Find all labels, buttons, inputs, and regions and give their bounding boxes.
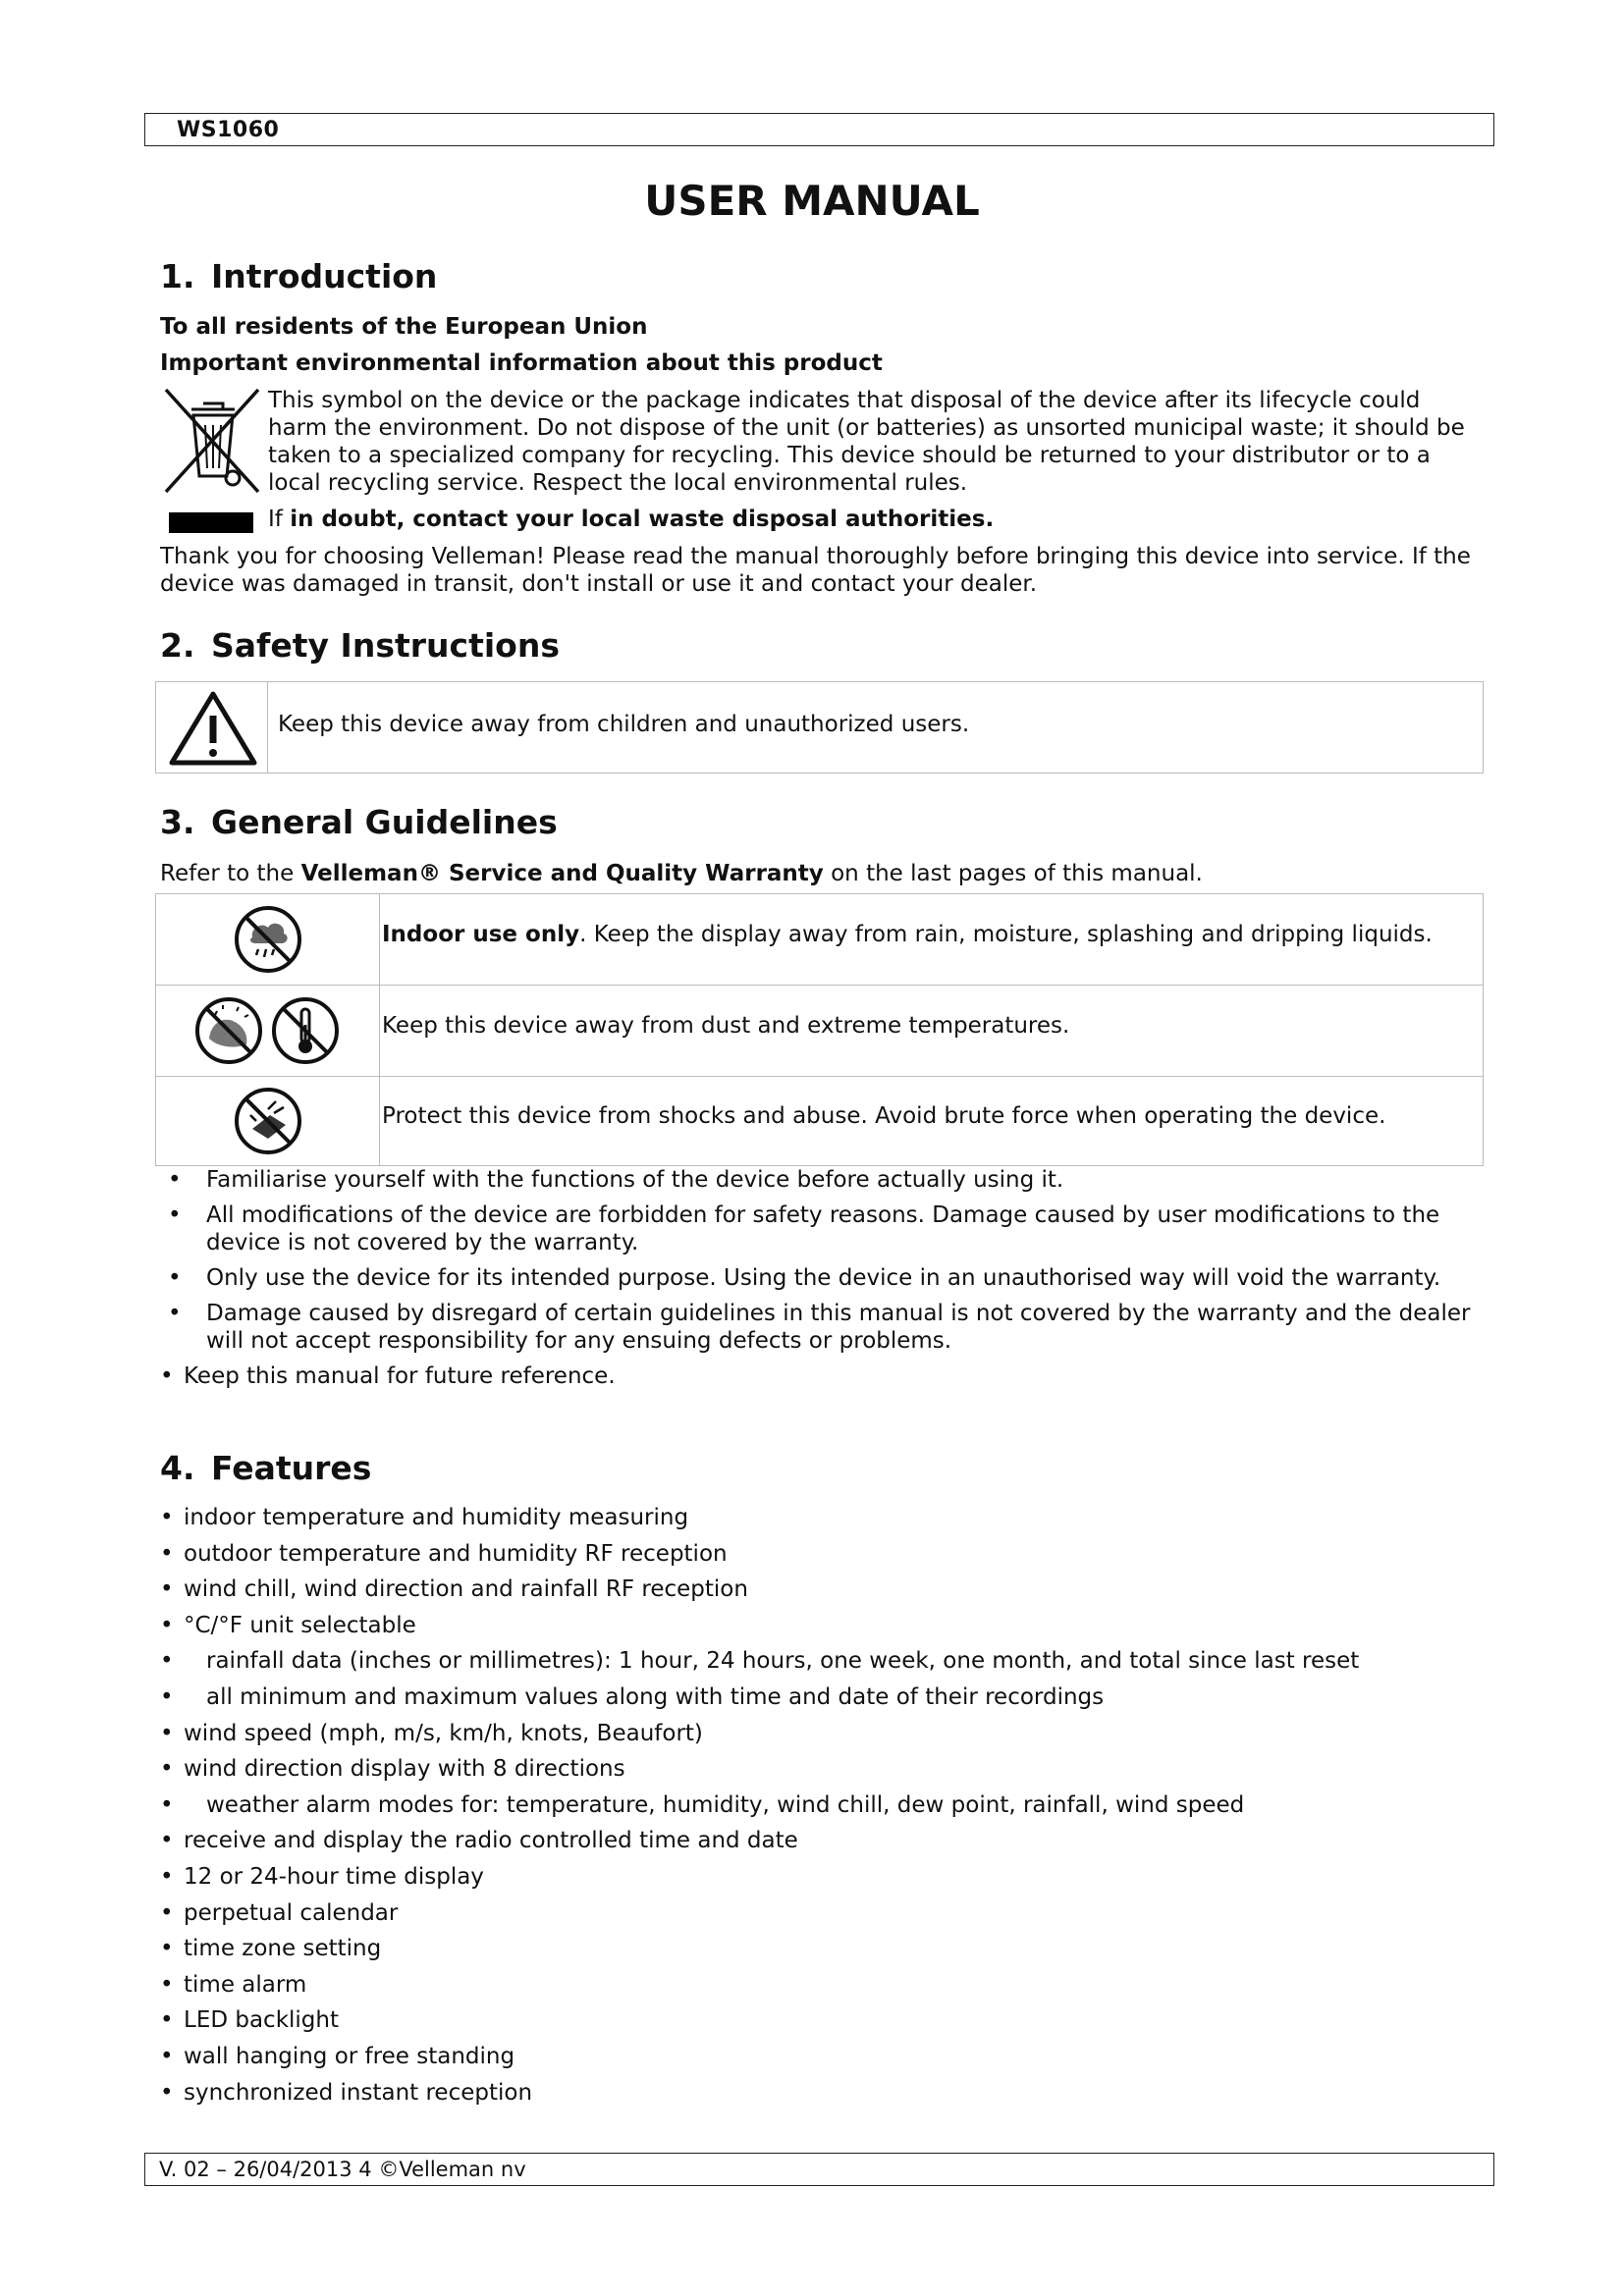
safety-warning-box [155,681,1484,774]
row-divider [379,894,380,985]
feature-item [160,1827,1481,1863]
row-divider [379,1076,380,1165]
warning-triangle-icon [168,690,258,767]
feature-item [160,1575,1481,1612]
feature-text: wind speed (mph, m/s, km/h, knots, Beaufort) [184,1720,703,1746]
warranty-reference [160,860,1203,887]
section-title: General Guidelines [211,803,558,841]
features-list [160,1504,1481,2114]
bullet-glyph: • [160,1936,174,1962]
guideline-body: . Keep the display away from rain, moisture, splashing and dripping liquids. [579,922,1433,947]
list-item [160,1362,1481,1390]
feature-text: wind direction display with 8 directions [184,1756,625,1783]
guideline-bold: Indoor use only [382,922,580,947]
bullet-glyph: • [160,1899,174,1926]
bullet-glyph: • [160,1576,174,1603]
feature-text: indoor temperature and humidity measuring [184,1505,689,1530]
bullet-glyph: • [160,1363,174,1389]
no-dust-icon [193,995,264,1066]
feature-item [160,2006,1481,2043]
section-number: 1. [160,257,195,295]
list-item [160,1201,1481,1256]
feature-text: time alarm [184,1971,307,1998]
section-number: 4. [160,1449,195,1487]
bullet-glyph: • [160,1648,174,1675]
feature-item [160,1755,1481,1791]
feature-text: receive and display the radio controlled time and date [184,1828,798,1854]
weee-black-bar [169,512,253,533]
feature-text: 12 or 24-hour time display [184,1863,484,1890]
bullet-glyph: • [168,1265,182,1291]
section-number: 2. [160,626,195,665]
feature-text: time zone setting [184,1936,382,1962]
warranty-prefix: Refer to the [160,861,301,886]
list-item-text: Keep this manual for future reference. [184,1363,616,1389]
warning-divider [267,682,268,773]
bullet-glyph: • [160,1971,174,1998]
page-title: USER MANUAL [644,177,980,225]
bullet-glyph: • [168,1167,182,1193]
bullet-glyph: • [160,2079,174,2106]
bullet-glyph: • [160,1756,174,1783]
bullet-glyph: • [160,1863,174,1890]
warranty-suffix: on the last pages of this manual. [823,861,1203,886]
no-shock-icon [233,1086,303,1156]
guideline-text: Keep this device away from dust and extreme temperatures. [382,1013,1070,1039]
guideline-row-shocks [156,1076,1483,1165]
guidelines-bullet-list [160,1166,1481,1390]
bullet-glyph: • [160,1791,174,1818]
feature-text: synchronized instant reception [184,2079,533,2106]
bullet-glyph: • [160,2043,174,2069]
doubt-prefix: If [268,507,291,532]
doubt-notice [268,507,994,532]
list-item [160,1300,1481,1355]
page-header [144,113,1494,146]
feature-item [160,1899,1481,1936]
feature-text: LED backlight [184,2007,340,2034]
doubt-bold: in doubt, contact your local waste disposal authorities. [290,507,995,532]
feature-text: wind chill, wind direction and rainfall RF reception [184,1576,748,1603]
feature-item [160,1612,1481,1648]
feature-text: perpetual calendar [184,1899,399,1926]
feature-text: outdoor temperature and humidity RF reception [184,1540,728,1567]
list-item-text: Familiarise yourself with the functions of the device before actually using it. [206,1167,1064,1193]
section-guidelines-heading [160,803,558,841]
row-divider [379,986,380,1076]
feature-item [160,1540,1481,1576]
list-item [160,1166,1481,1194]
weee-bin-icon [160,386,264,496]
feature-text: rainfall data (inches or millimetres): 1 hour, 24 hours, one week, one month, and total since last reset [206,1648,1360,1675]
thanks-paragraph: Thank you for choosing Velleman! Please read the manual thoroughly before bringing this device into service. If the device was damaged in transit, don't install or use it and contact your dealer. [160,544,1471,597]
weee-disposal-text: This symbol on the device or the package indicates that disposal of the device after its lifecycle could harm the environment. Do not dispose of the unit (or batteries) as unsorted municipal waste; it should be taken to a specialized company for recycling. This device should be returned to your distributor or to a local recycling service. Respect the local environmental rules. [268,388,1465,496]
bullet-glyph: • [168,1301,182,1326]
section-title: Features [211,1449,372,1487]
bullet-glyph: • [160,1828,174,1854]
feature-text: °C/°F unit selectable [184,1612,416,1638]
guidelines-table [155,893,1484,1166]
guideline-row-indoor [156,894,1483,986]
list-item-text: Damage caused by disregard of certain guidelines in this manual is not covered by the warranty and the dealer will not accept responsibility for any ensuing defects or problems. [206,1301,1471,1354]
section-introduction-heading [160,257,437,295]
model-label: WS1060 [177,118,280,142]
no-rain-icon [233,904,303,975]
feature-item [160,1683,1481,1720]
feature-item [160,1647,1481,1683]
list-item-text: Only use the device for its intended purpose. Using the device in an unauthorised way will void the warranty. [206,1265,1441,1291]
section-safety-heading [160,626,560,665]
feature-item [160,2079,1481,2115]
feature-item [160,1935,1481,1971]
feature-item [160,1971,1481,2007]
bullet-glyph: • [160,1612,174,1638]
feature-item [160,1720,1481,1756]
footer-text: V. 02 – 26/04/2013 4 ©Velleman nv [159,2158,526,2181]
feature-item [160,2043,1481,2079]
bullet-glyph: • [168,1202,182,1228]
feature-item [160,1791,1481,1828]
feature-text: wall hanging or free standing [184,2043,515,2069]
bullet-glyph: • [160,1720,174,1746]
section-title: Safety Instructions [211,626,560,665]
list-item-text: All modifications of the device are forbidden for safety reasons. Damage caused by user modifications to the device is not covered by the warranty. [206,1202,1440,1255]
list-item [160,1264,1481,1292]
bullet-glyph: • [160,1683,174,1710]
section-title: Introduction [211,257,438,295]
feature-text: all minimum and maximum values along with time and date of their recordings [206,1683,1105,1710]
bullet-glyph: • [160,1505,174,1530]
page-footer [144,2153,1494,2186]
warning-text: Keep this device away from children and unauthorized users. [278,712,970,737]
guideline-text [382,922,1433,947]
bullet-glyph: • [160,1540,174,1567]
section-number: 3. [160,803,195,841]
environmental-info-subheading: Important environmental information about this product [160,350,883,376]
no-heat-icon [270,995,341,1066]
warranty-bold: Velleman® Service and Quality Warranty [300,861,824,886]
feature-item [160,1863,1481,1899]
bullet-glyph: • [160,2007,174,2034]
feature-item [160,1504,1481,1540]
section-features-heading [160,1449,371,1487]
guideline-text: Protect this device from shocks and abuse. Avoid brute force when operating the device. [382,1103,1386,1129]
eu-residents-subheading: To all residents of the European Union [160,314,648,340]
feature-text: weather alarm modes for: temperature, humidity, wind chill, dew point, rainfall, wind speed [206,1791,1245,1818]
guideline-row-dust [156,986,1483,1077]
